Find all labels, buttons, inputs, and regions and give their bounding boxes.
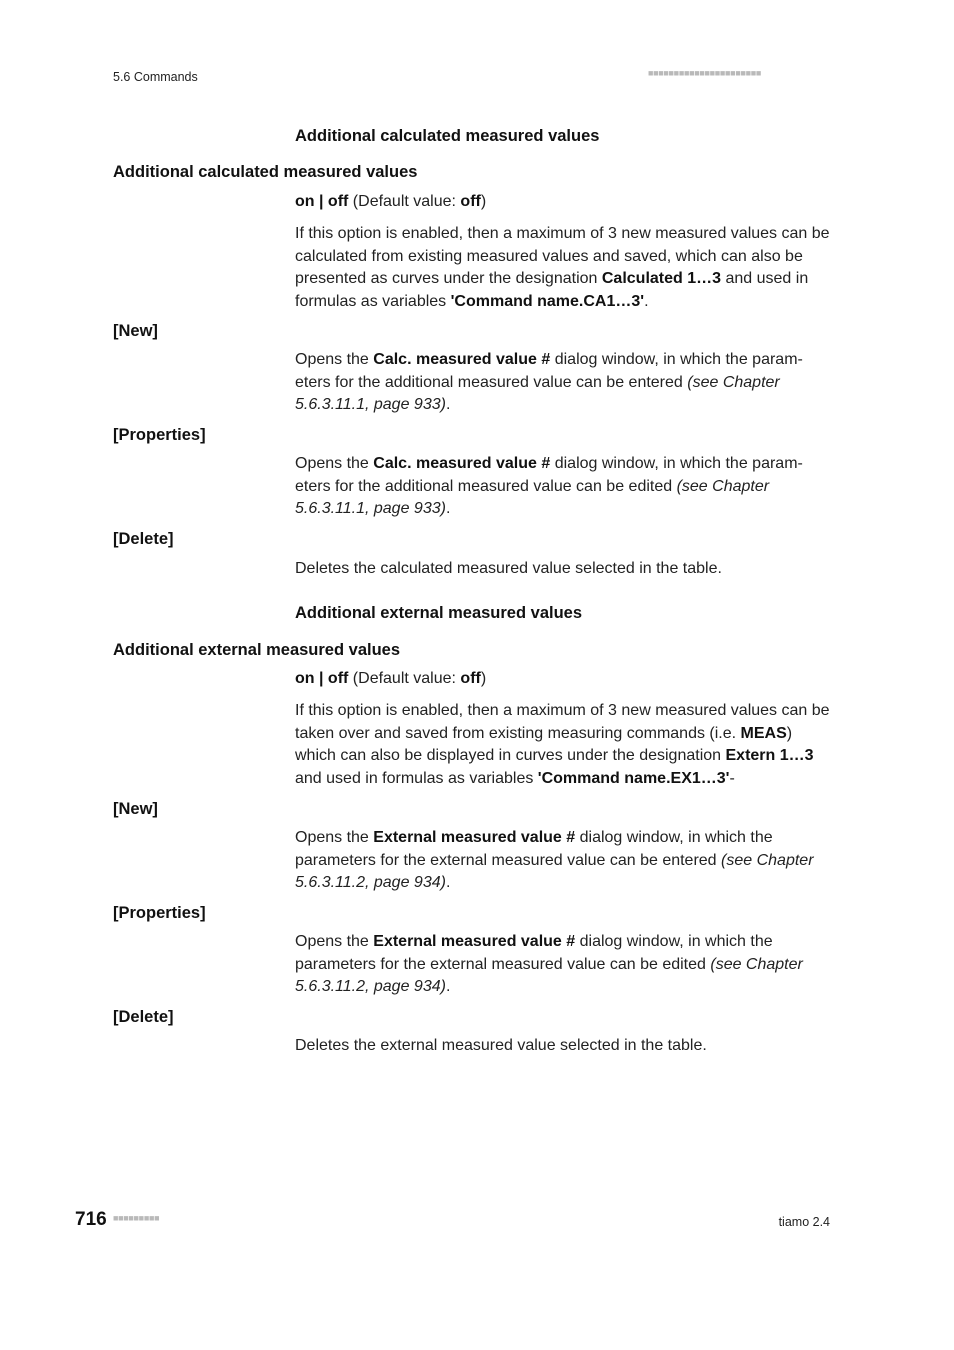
ext-param-title: Additional external measured values xyxy=(113,641,401,659)
ext-param-values: on | off (Default value: off) xyxy=(295,670,487,687)
running-header-dots: ■■■■■■■■■■■■■■■■■■■■■■ xyxy=(648,68,761,78)
ext-new-crossref-link[interactable]: (see Chapter 5.6.3.11.2, page 934) xyxy=(295,851,814,892)
ext-section-heading: Additional external measured values xyxy=(295,604,583,622)
calc-section-heading: Additional calculated measured values xyxy=(295,127,600,145)
calc-properties-crossref-link[interactable]: (see Chapter 5.6.3.11.1, page 933) xyxy=(295,477,770,518)
footer-dots: ■■■■■■■■■ xyxy=(113,1213,160,1223)
calc-properties-title: [Properties] xyxy=(113,426,206,444)
page-number: 716 xyxy=(75,1209,107,1230)
calc-delete-description: Deletes the calculated measured value selected in the table. xyxy=(295,560,722,577)
calc-delete-title: [Delete] xyxy=(113,530,174,548)
calc-new-description: Opens the Calc. measured value # dialog window, in which the parameters for the additional measured value can be entered (see Chapter 5.6.3.11.1, page 933). xyxy=(295,351,803,414)
ext-properties-crossref-link[interactable]: (see Chapter 5.6.3.11.2, page 934) xyxy=(295,955,803,996)
ext-delete-description: Deletes the external measured value selected in the table. xyxy=(295,1037,707,1054)
ext-param-description: If this option is enabled, then a maximum of 3 new measured values can be taken over and saved from existing measuring commands (i.e. MEAS) which can also be displayed in curves under the designation Extern 1…3 and used in formulas as variables 'Command name.EX1…3'- xyxy=(295,702,830,787)
ext-properties-description: Opens the External measured value # dialog window, in which the parameters for the external measured value can be edited (see Chapter 5.6.3.11.2, page 934). xyxy=(295,933,803,996)
ext-new-title: [New] xyxy=(113,800,158,818)
ext-new-description: Opens the External measured value # dialog window, in which the parameters for the external measured value can be entered (see Chapter 5.6.3.11.2, page 934). xyxy=(295,829,814,892)
ext-properties-title: [Properties] xyxy=(113,904,206,922)
calc-param-values: on | off (Default value: off) xyxy=(295,193,487,210)
running-header-section: 5.6 Commands xyxy=(113,70,198,84)
calc-new-crossref-link[interactable]: (see Chapter 5.6.3.11.1, page 933) xyxy=(295,373,780,414)
ext-delete-title: [Delete] xyxy=(113,1008,174,1026)
calc-param-description: If this option is enabled, then a maximum of 3 new measured values can be calculated from existing measured values and saved, which can also be presented as curves under the designation Calculated 1…3 and used in formulas as variables 'Command name.CA1…3'. xyxy=(295,225,830,310)
footer-product: tiamo 2.4 xyxy=(778,1215,830,1229)
calc-properties-description: Opens the Calc. measured value # dialog window, in which the parameters for the additional measured value can be edited (see Chapter 5.6.3.11.1, page 933). xyxy=(295,455,803,518)
calc-new-title: [New] xyxy=(113,322,158,340)
calc-param-title: Additional calculated measured values xyxy=(113,163,418,181)
